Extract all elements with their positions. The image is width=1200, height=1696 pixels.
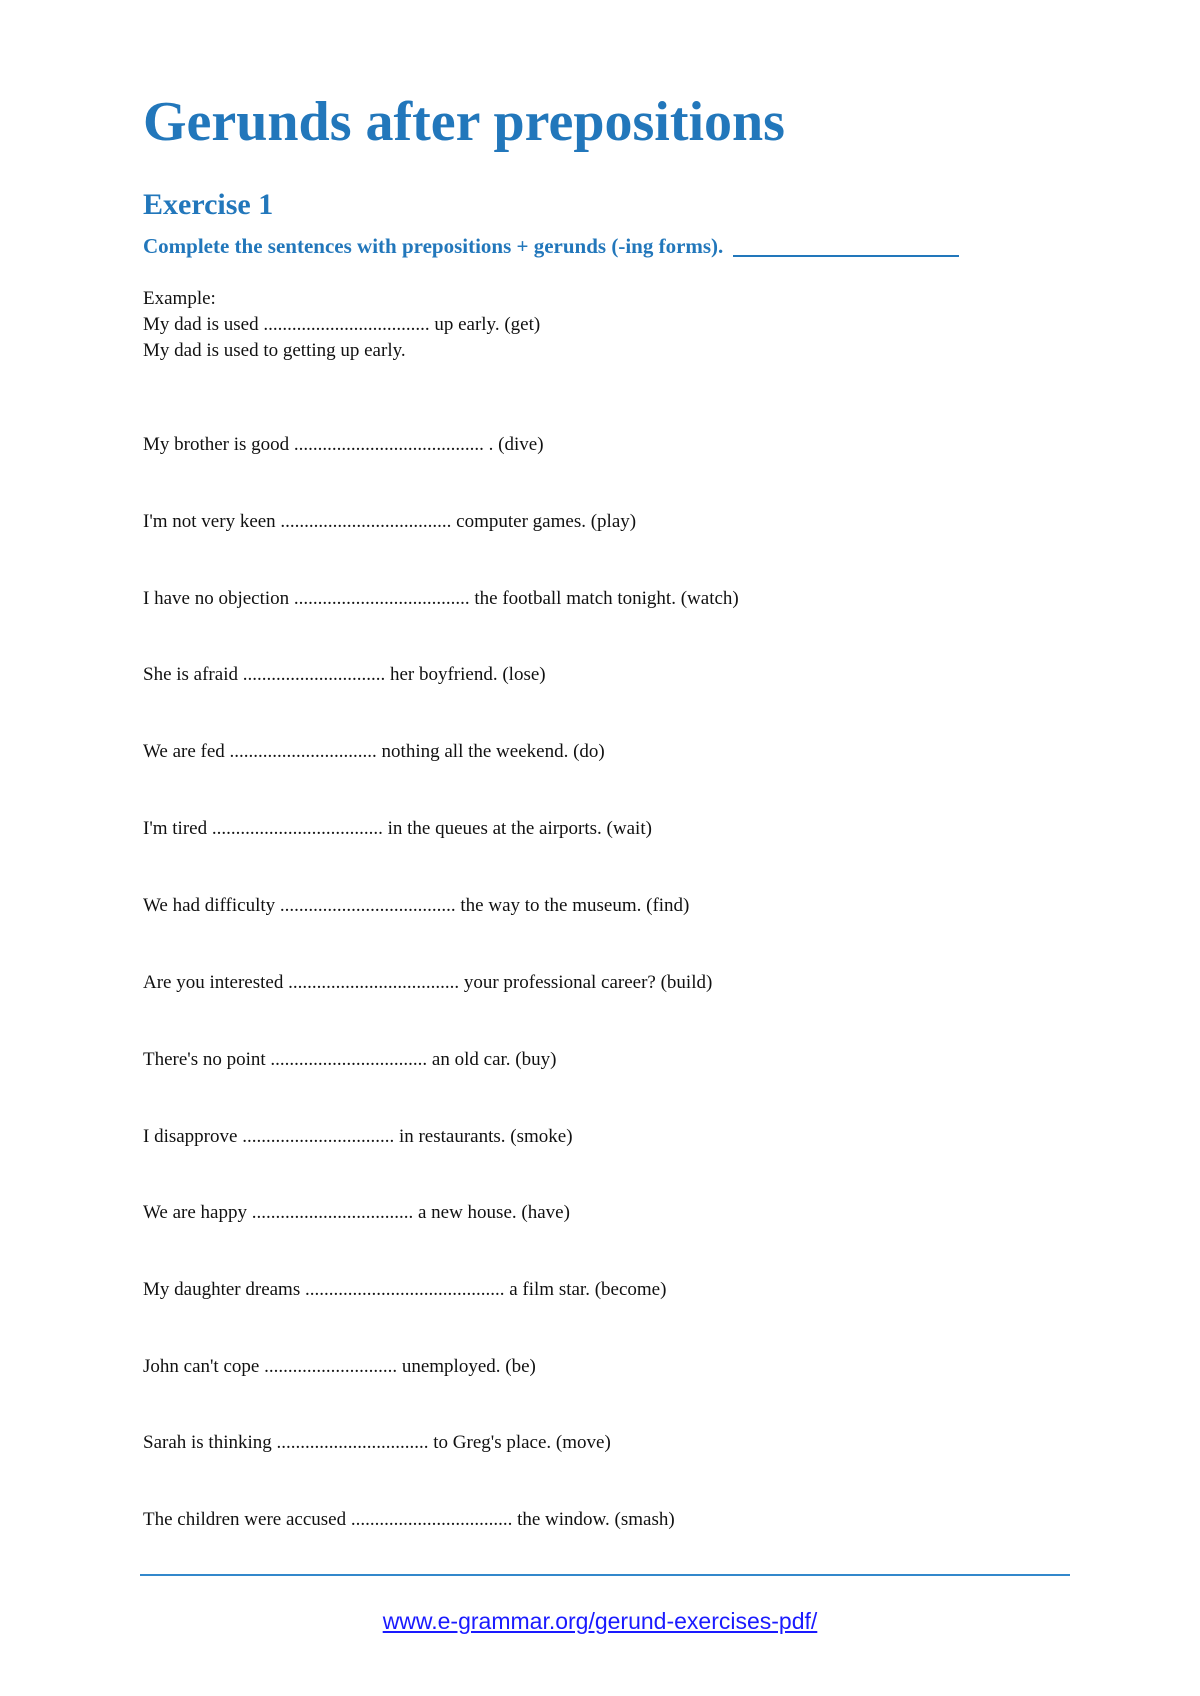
instruction-text: Complete the sentences with prepositions + gerunds (-ing forms). — [143, 234, 724, 258]
example-label: Example: — [143, 288, 216, 309]
exercise-sentence: Are you interested .................................... your professional career? (build) — [143, 972, 713, 993]
exercise-sentence: We had difficulty ..................................... the way to the museum. (find) — [143, 895, 690, 916]
blank-line — [733, 255, 959, 257]
exercise-sentence: Sarah is thinking ................................ to Greg's place. (move) — [143, 1432, 611, 1453]
exercise-heading: Exercise 1 — [143, 188, 274, 221]
exercise-sentence: My daughter dreams .......................................... a film star. (become) — [143, 1279, 667, 1300]
example-block — [143, 286, 540, 364]
exercise-sentence: We are fed ............................... nothing all the weekend. (do) — [143, 741, 605, 762]
footer-divider — [140, 1574, 1070, 1576]
exercise-sentence: She is afraid .............................. her boyfriend. (lose) — [143, 664, 546, 685]
exercise-sentence: The children were accused .................................. the window. (smash) — [143, 1509, 675, 1530]
example-prompt: My dad is used ................................... up early. (get) — [143, 314, 541, 335]
exercise-sentence: There's no point ................................. an old car. (buy) — [143, 1049, 557, 1070]
exercise-sentence: I disapprove ................................ in restaurants. (smoke) — [143, 1126, 573, 1147]
page-title: Gerunds after prepositions — [143, 91, 785, 153]
exercise-sentence: I'm not very keen .................................... computer games. (play) — [143, 511, 637, 532]
exercise-sentence: John can't cope ............................ unemployed. (be) — [143, 1356, 536, 1377]
exercise-sentence: We are happy .................................. a new house. (have) — [143, 1202, 570, 1223]
exercise-sentence: I have no objection ..................................... the football match tonight. (watch) — [143, 588, 739, 609]
exercise-instruction — [143, 234, 959, 259]
footer-link[interactable]: www.e-grammar.org/gerund-exercises-pdf/ — [382, 1608, 818, 1634]
exercise-sentence: My brother is good ........................................ . (dive) — [143, 434, 544, 455]
exercise-sentence: I'm tired .................................... in the queues at the airports. (wait) — [143, 818, 652, 839]
example-answer: My dad is used to getting up early. — [143, 340, 406, 361]
